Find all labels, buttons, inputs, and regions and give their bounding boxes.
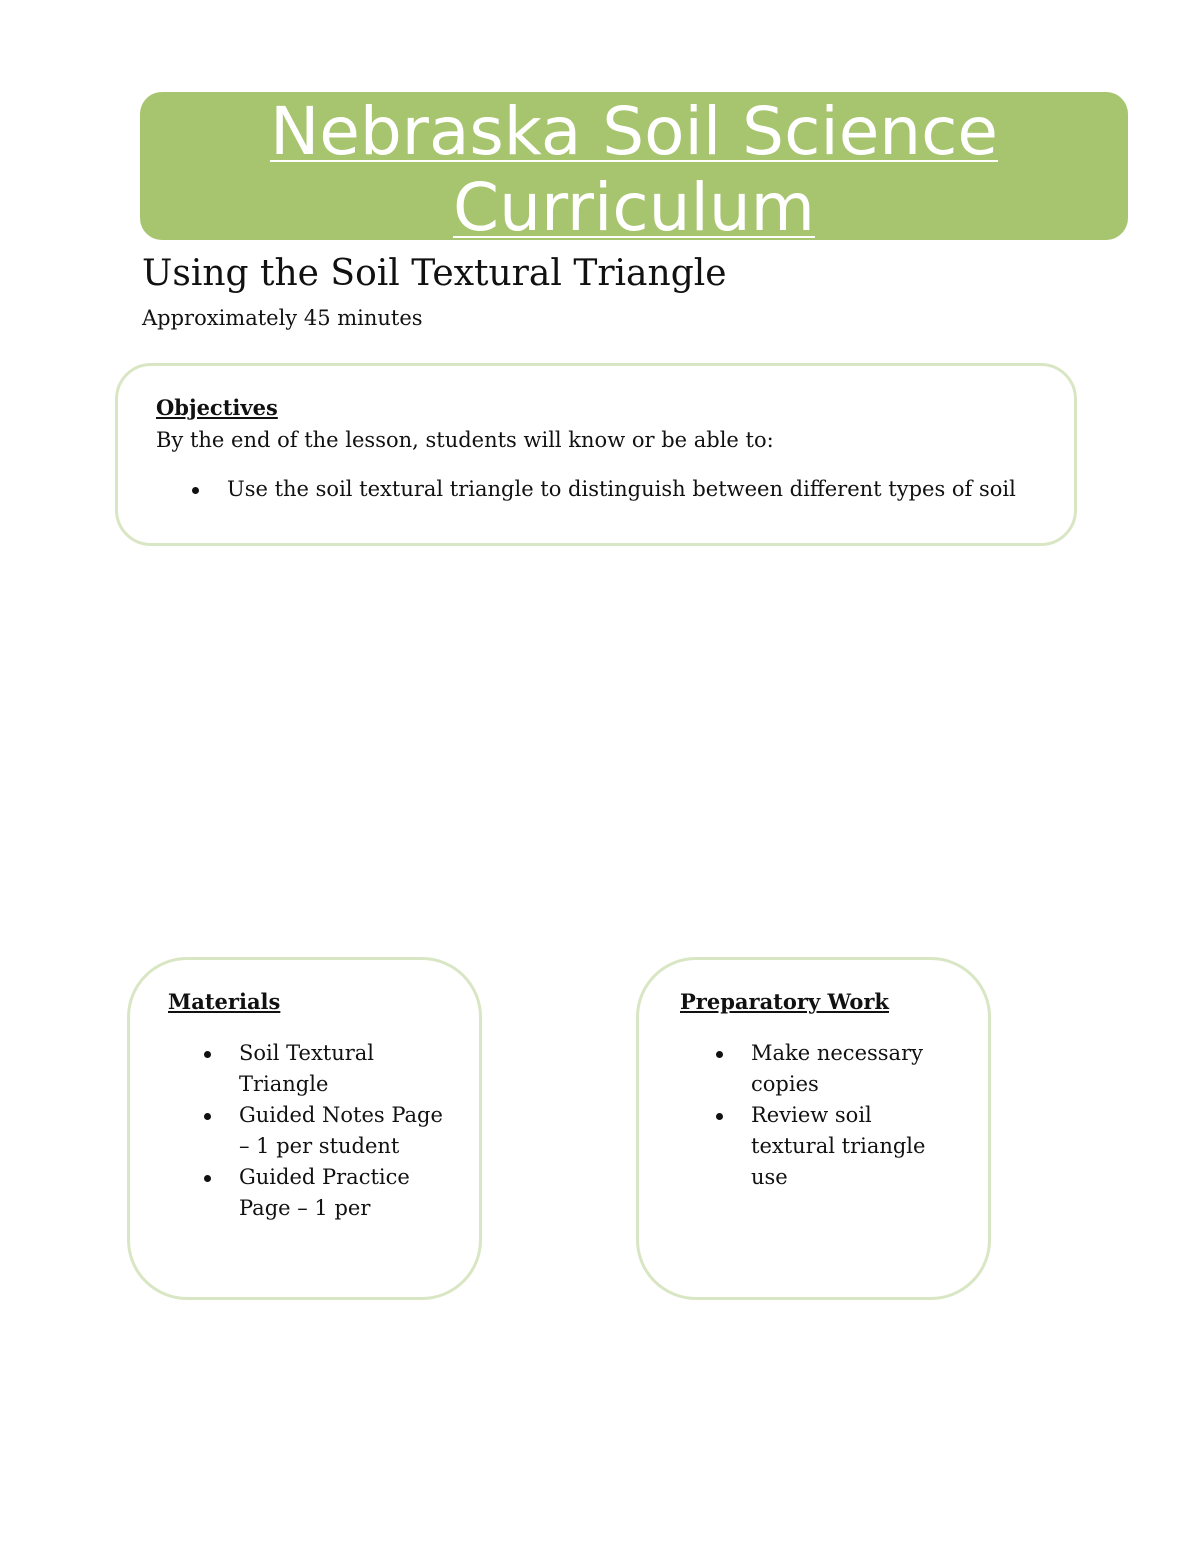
list-item bbox=[680, 1100, 952, 1193]
bullet-icon bbox=[192, 487, 199, 494]
bullet-icon bbox=[716, 1051, 723, 1058]
objective-text: Use the soil textural triangle to distinguish between different types of soil bbox=[227, 477, 1016, 501]
list-item bbox=[168, 1162, 443, 1224]
bullet-icon bbox=[716, 1113, 723, 1120]
bullet-icon bbox=[204, 1175, 211, 1182]
material-text: Soil Textural Triangle bbox=[239, 1041, 375, 1096]
list-item bbox=[680, 1038, 952, 1100]
preparatory-text: Make necessary copies bbox=[751, 1041, 923, 1096]
preparatory-work-list bbox=[680, 1038, 952, 1193]
lesson-duration: Approximately 45 minutes bbox=[142, 306, 423, 330]
banner-title: Nebraska Soil Science Curriculum bbox=[269, 93, 999, 246]
lesson-title: Using the Soil Textural Triangle bbox=[142, 253, 727, 294]
materials-list bbox=[168, 1038, 443, 1224]
objectives-list bbox=[156, 474, 1036, 505]
list-item bbox=[156, 474, 1036, 505]
objectives-box bbox=[115, 363, 1077, 546]
bullet-icon bbox=[204, 1113, 211, 1120]
objectives-heading: Objectives bbox=[156, 395, 278, 420]
objectives-intro: By the end of the lesson, students will know or be able to: bbox=[156, 428, 774, 452]
curriculum-banner bbox=[140, 92, 1128, 246]
material-text: Guided Notes Page – 1 per student bbox=[239, 1103, 443, 1158]
materials-box bbox=[127, 957, 482, 1300]
materials-heading: Materials bbox=[168, 989, 281, 1014]
preparatory-work-box bbox=[636, 957, 991, 1300]
bullet-icon bbox=[204, 1051, 211, 1058]
list-item bbox=[168, 1100, 443, 1162]
preparatory-work-heading: Preparatory Work bbox=[680, 989, 889, 1014]
list-item bbox=[168, 1038, 443, 1100]
preparatory-text: Review soil textural triangle use bbox=[751, 1103, 926, 1189]
material-text: Guided Practice Page – 1 per bbox=[239, 1165, 410, 1220]
